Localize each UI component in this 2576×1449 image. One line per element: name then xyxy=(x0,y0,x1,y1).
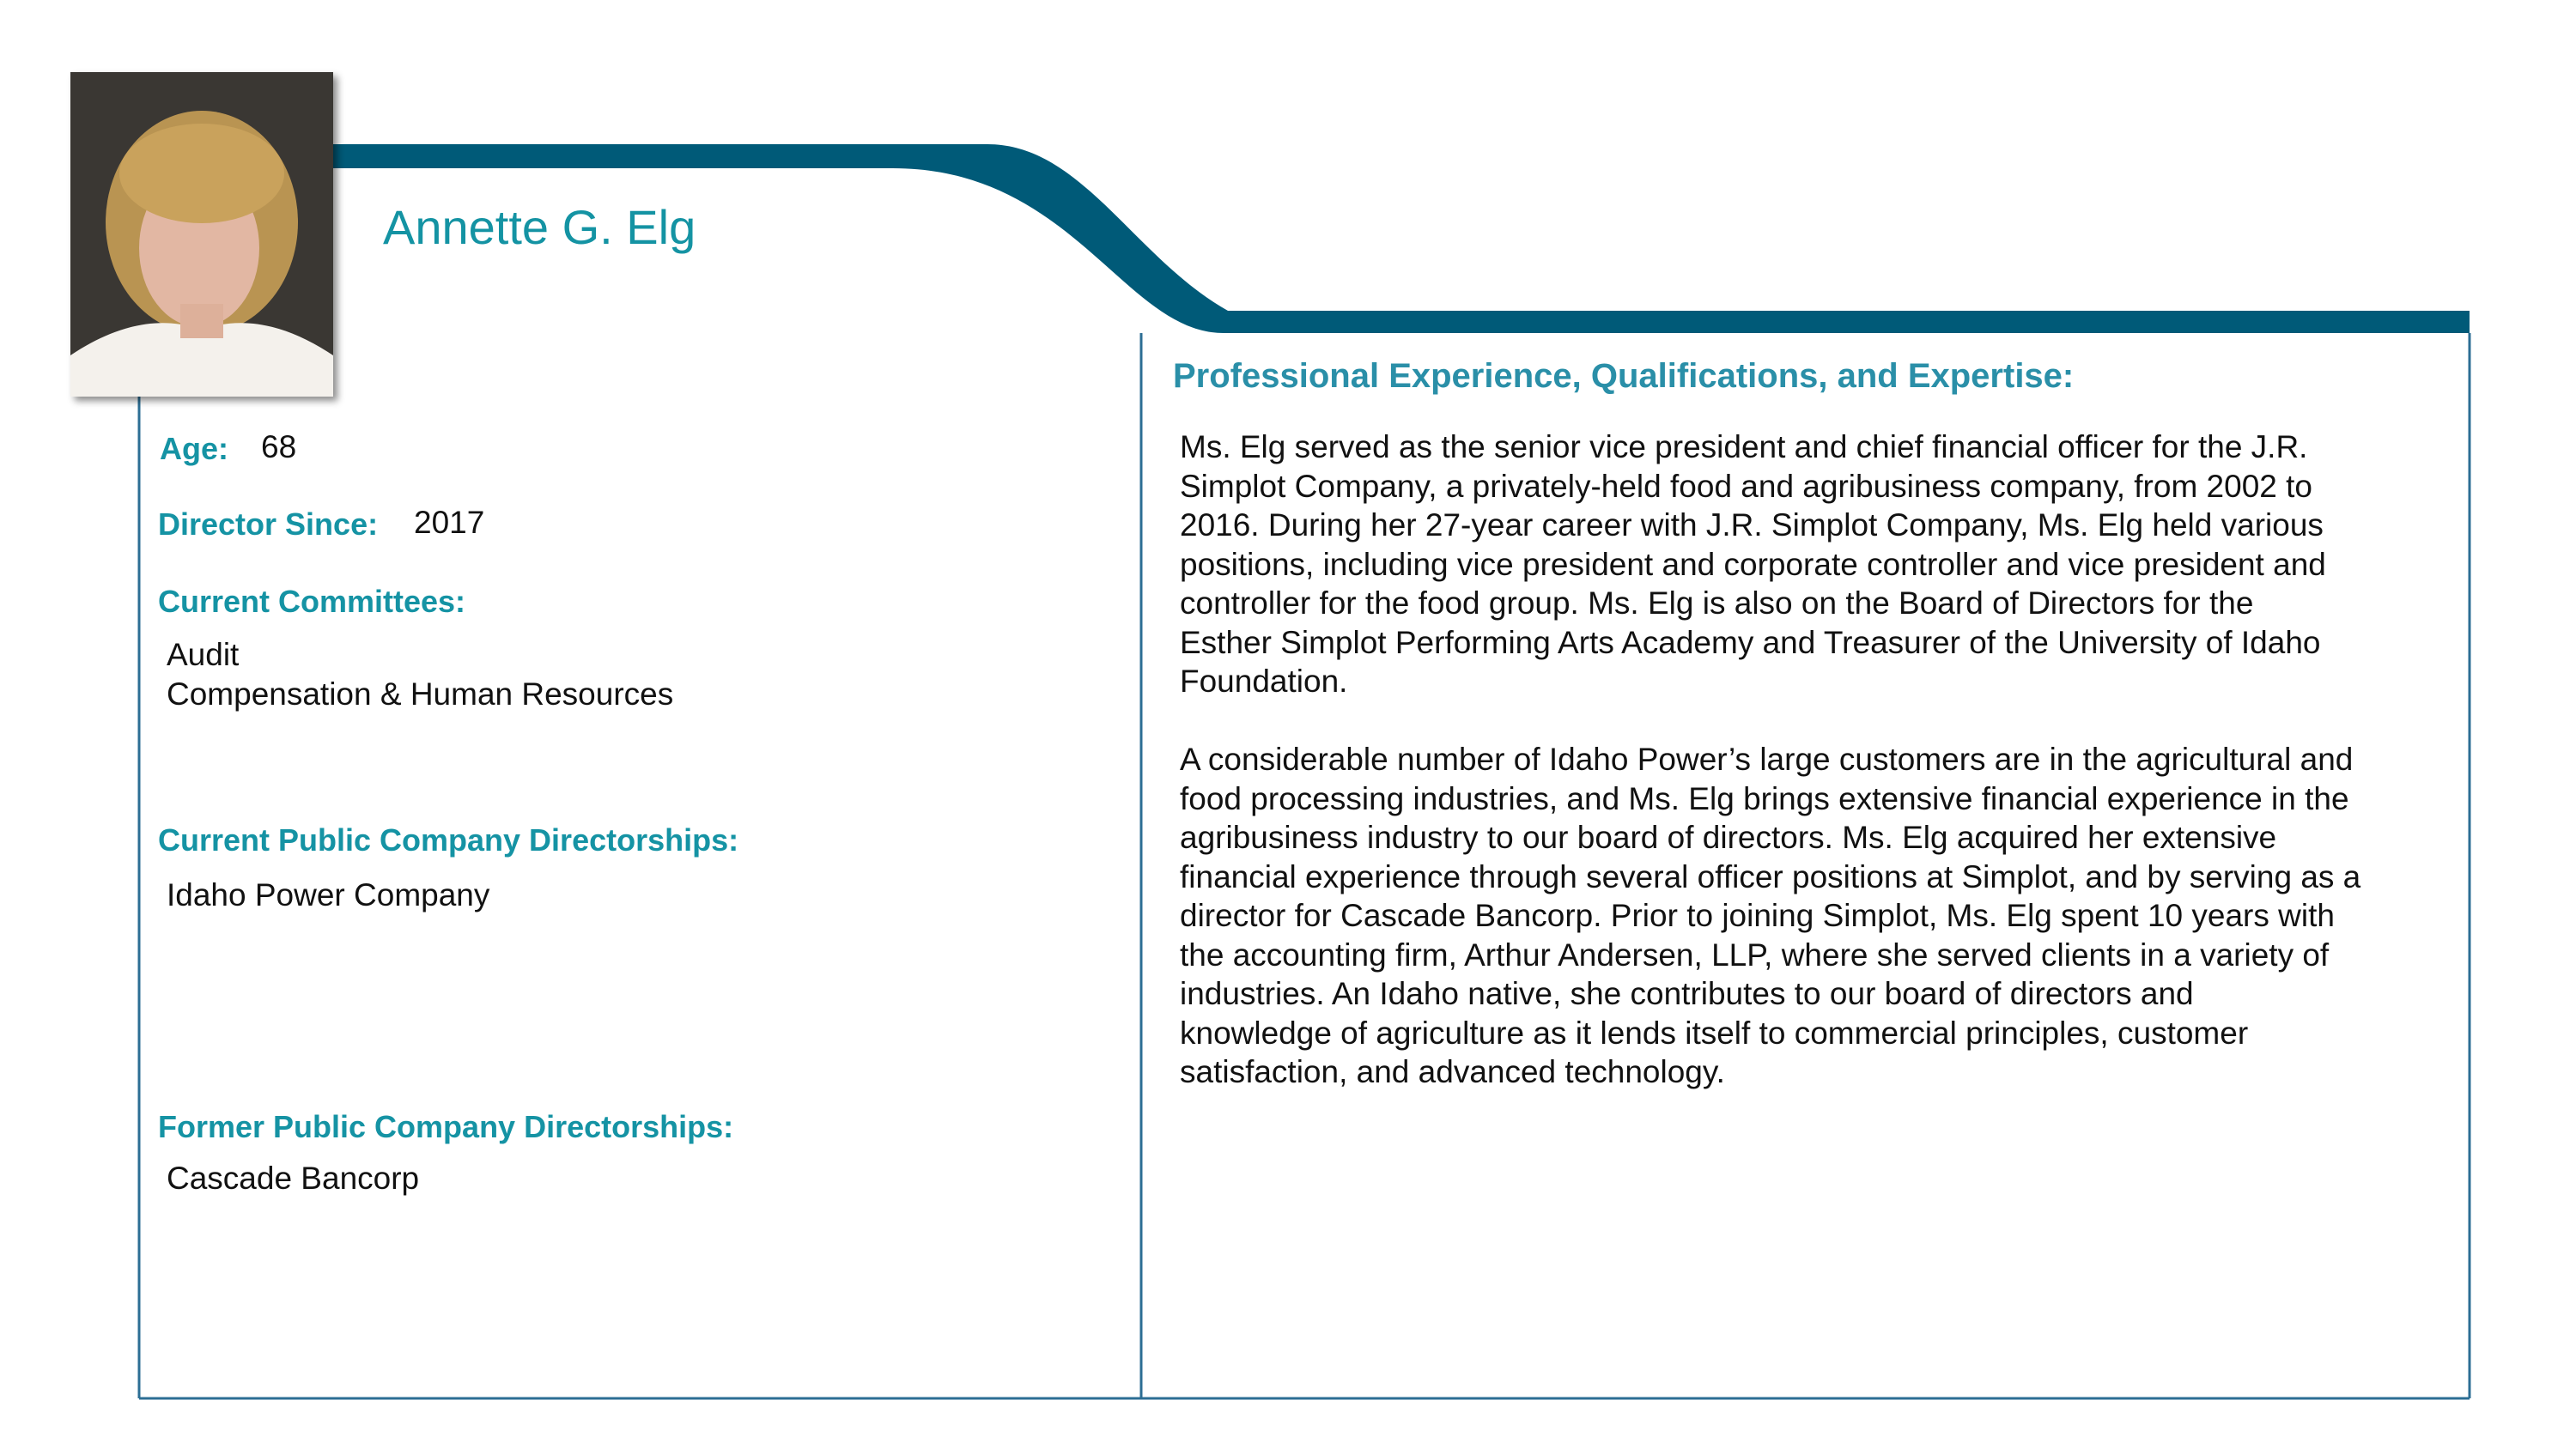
bio-line: the accounting firm, Arthur Andersen, LLP, where she served clients in a variety of xyxy=(1180,937,2330,973)
director-photo xyxy=(70,72,333,397)
bio-line: knowledge of agriculture as it lends itself to commercial principles, customer xyxy=(1180,1015,2249,1051)
committee-item: Compensation & Human Resources xyxy=(167,676,674,712)
bio-line: Esther Simplot Performing Arts Academy and Treasurer of the University of Idaho xyxy=(1180,624,2321,660)
current-directorships-label: Current Public Company Directorships: xyxy=(158,822,739,858)
director-since-label: Director Since: xyxy=(158,506,379,542)
former-directorships-label: Former Public Company Directorships: xyxy=(158,1109,734,1144)
bio-line: 2016. During her 27-year career with J.R. Simplot Company, Ms. Elg held various xyxy=(1180,507,2324,543)
bio-line: controller for the food group. Ms. Elg is also on the Board of Directors for the xyxy=(1180,585,2254,621)
experience-title: Professional Experience, Qualifications, and Expertise: xyxy=(1173,357,2075,395)
bio-line: satisfaction, and advanced technology. xyxy=(1180,1054,1725,1089)
bio-line: food processing industries, and Ms. Elg brings extensive financial experience in the xyxy=(1180,780,2349,816)
director-name: Annette G. Elg xyxy=(383,200,696,254)
current-directorship-item: Idaho Power Company xyxy=(167,877,490,912)
committee-item: Audit xyxy=(167,637,240,672)
bio-line: Foundation. xyxy=(1180,664,1348,699)
former-directorship-item: Cascade Bancorp xyxy=(167,1161,420,1196)
bio-line: industries. An Idaho native, she contributes to our board of directors and xyxy=(1180,976,2194,1011)
paragraph-gap xyxy=(1180,701,2433,741)
experience-bio xyxy=(1180,427,2433,1092)
bio-line: positions, including vice president and corporate controller and vice president and xyxy=(1180,546,2326,582)
age-label: Age: xyxy=(160,431,228,466)
bio-line: Simplot Company, a privately-held food and agribusiness company, from 2002 to xyxy=(1180,468,2312,504)
committees-label: Current Committees: xyxy=(158,584,466,619)
bio-line: agribusiness industry to our board of directors. Ms. Elg acquired her extensive xyxy=(1180,820,2277,855)
bio-line: financial experience through several officer positions at Simplot, and by serving as a xyxy=(1180,858,2361,894)
bio-line: Ms. Elg served as the senior vice president and chief financial officer for the J.R. xyxy=(1180,429,2308,464)
bio-line: director for Cascade Bancorp. Prior to joining Simplot, Ms. Elg spent 10 years with xyxy=(1180,898,2335,933)
director-since-value: 2017 xyxy=(414,505,485,540)
bio-line: A considerable number of Idaho Power’s large customers are in the agricultural and xyxy=(1180,742,2354,777)
age-value: 68 xyxy=(261,429,297,464)
